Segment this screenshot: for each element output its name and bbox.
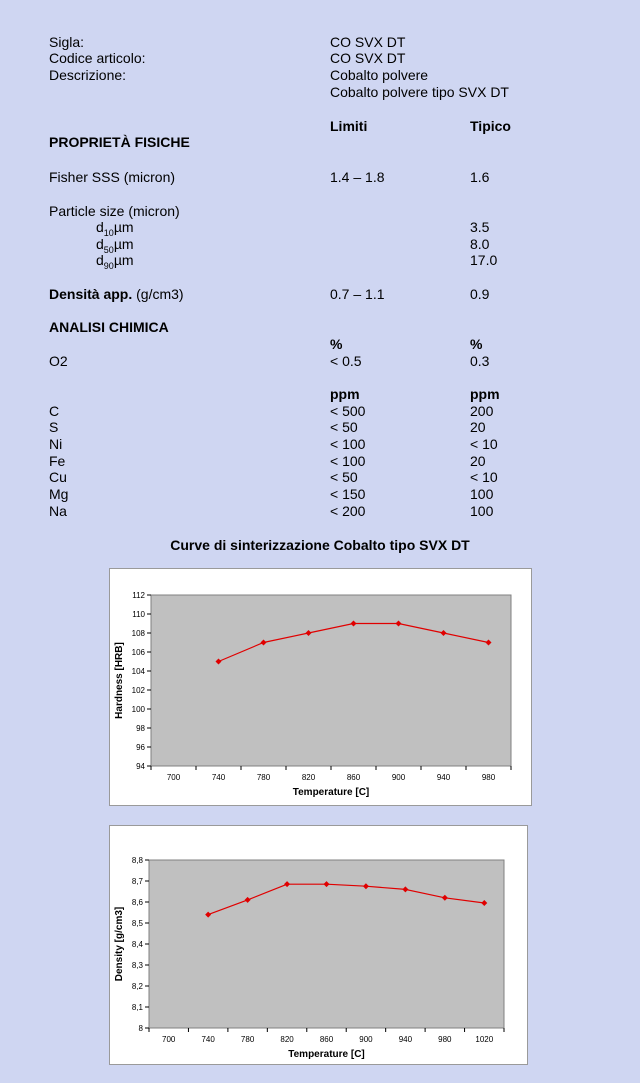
element-typical: 100	[470, 503, 494, 519]
density-limit: 0.7 – 1.1	[330, 286, 385, 302]
codice-label: Codice articolo:	[49, 50, 146, 66]
y-tick-label: 106	[131, 648, 145, 657]
element-limit: < 100	[330, 453, 366, 469]
y-tick-label: 8,3	[131, 961, 143, 970]
x-tick-label: 700	[166, 773, 181, 782]
y-tick-label: 8,1	[131, 1003, 143, 1012]
y-tick-label: 110	[132, 610, 145, 619]
y-tick-label: 8,7	[131, 877, 143, 886]
charts-title: Curve di sinterizzazione Cobalto tipo SVX DT	[170, 537, 470, 553]
descrizione-value-1: Cobalto polvere	[330, 67, 429, 83]
element-label: Na	[49, 503, 67, 519]
element-limit: < 50	[330, 469, 358, 485]
o2-limit: < 0.5	[330, 353, 362, 369]
hardness-chart	[110, 569, 531, 805]
element-typical: 100	[470, 486, 494, 502]
x-tick-label: 980	[481, 773, 496, 782]
density-chart	[110, 826, 527, 1064]
element-label: Mg	[49, 486, 69, 502]
y-tick-label: 8,8	[131, 856, 143, 865]
x-tick-label: 860	[319, 1035, 334, 1044]
ppm-limit-header: ppm	[330, 386, 360, 402]
x-tick-label: 740	[211, 773, 226, 782]
element-label: C	[49, 403, 60, 419]
element-typical: < 10	[470, 436, 498, 452]
particle-size-label: Particle size (micron)	[49, 203, 180, 219]
section-title-physical: PROPRIETÀ FISICHE	[49, 134, 190, 150]
element-label: S	[49, 419, 59, 435]
x-tick-label: 900	[359, 1035, 373, 1044]
element-typical: 20	[470, 419, 486, 435]
y-tick-label: 104	[131, 667, 145, 676]
o2-typical: 0.3	[470, 353, 490, 369]
section-title-chemical: ANALISI CHIMICA	[49, 319, 169, 335]
x-tick-label: 940	[398, 1035, 413, 1044]
col-header-limiti: Limiti	[330, 118, 368, 134]
x-tick-label: 700	[162, 1035, 176, 1044]
y-tick-label: 8,5	[131, 919, 143, 928]
ppm-typical-header: ppm	[470, 386, 500, 402]
y-tick-label: 8,6	[131, 898, 143, 907]
x-tick-label: 980	[438, 1035, 452, 1044]
sigla-value: CO SVX DT	[330, 34, 406, 50]
x-axis-title: Temperature [C]	[292, 787, 370, 798]
pct-limit-header: %	[330, 336, 343, 352]
hardness-chart-frame	[109, 568, 532, 806]
element-typical: 20	[470, 453, 486, 469]
d90-label: $d_{90}\mu m$	[96, 252, 134, 271]
density-chart-frame	[109, 825, 528, 1065]
d10-typical: 3.5	[470, 219, 490, 235]
element-limit: < 50	[330, 419, 358, 435]
element-limit: < 100	[330, 436, 366, 452]
y-tick-label: 94	[136, 762, 145, 771]
sigla-label: Sigla:	[49, 34, 85, 50]
descrizione-value-2: Cobalto polvere tipo SVX DT	[330, 84, 509, 100]
density-typical: 0.9	[470, 286, 490, 302]
y-tick-label: 8	[138, 1024, 143, 1033]
y-tick-label: 108	[131, 629, 145, 638]
d10-label: $d_{10}\mu m$	[96, 219, 134, 238]
x-tick-label: 900	[391, 773, 406, 782]
element-limit: < 500	[330, 403, 366, 419]
fisher-limit: 1.4 – 1.8	[330, 169, 385, 185]
d90-typical: 17.0	[470, 252, 498, 268]
o2-label: O2	[49, 353, 68, 369]
y-axis-title: Hardness [HRB]	[114, 642, 125, 719]
density-label: Densità app. (g/cm3)	[49, 286, 184, 302]
fisher-label: Fisher SSS (micron)	[49, 169, 176, 185]
element-label: Fe	[49, 453, 66, 469]
y-tick-label: 112	[132, 591, 145, 600]
element-typical: < 10	[470, 469, 498, 485]
x-axis-title: Temperature [C]	[288, 1049, 365, 1060]
pct-typical-header: %	[470, 336, 483, 352]
y-tick-label: 8,2	[131, 982, 143, 991]
codice-value: CO SVX DT	[330, 50, 406, 66]
y-tick-label: 98	[136, 724, 145, 733]
d50-typical: 8.0	[470, 236, 490, 252]
y-tick-label: 102	[131, 686, 145, 695]
x-tick-label: 1020	[475, 1035, 494, 1044]
y-tick-label: 100	[131, 705, 145, 714]
fisher-typical: 1.6	[470, 169, 490, 185]
element-label: Ni	[49, 436, 63, 452]
element-limit: < 200	[330, 503, 366, 519]
x-tick-label: 820	[280, 1035, 294, 1044]
y-tick-label: 8,4	[131, 940, 143, 949]
element-label: Cu	[49, 469, 67, 485]
y-axis-title: Density [g/cm3]	[114, 906, 125, 982]
d50-label: $d_{50}\mu m$	[96, 236, 134, 255]
x-tick-label: 820	[301, 773, 316, 782]
x-tick-label: 740	[201, 1035, 215, 1044]
y-tick-label: 96	[136, 743, 145, 752]
x-tick-label: 860	[346, 773, 361, 782]
element-typical: 200	[470, 403, 494, 419]
element-limit: < 150	[330, 486, 366, 502]
x-tick-label: 940	[436, 773, 451, 782]
descrizione-label: Descrizione:	[49, 67, 127, 83]
x-tick-label: 780	[240, 1035, 255, 1044]
col-header-tipico: Tipico	[470, 118, 511, 134]
plot-area	[151, 595, 511, 766]
x-tick-label: 780	[256, 773, 271, 782]
